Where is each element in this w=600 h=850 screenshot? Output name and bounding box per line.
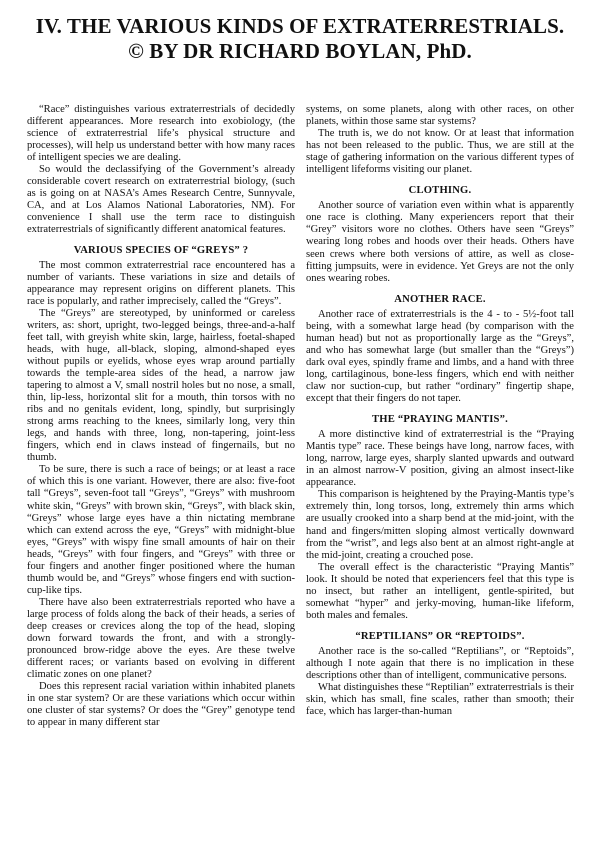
title-line-1: IV. THE VARIOUS KINDS OF EXTRATERRESTRIALS. <box>35 14 565 38</box>
paragraph: There have also been extraterrestrials reported who have a large process of folds along the back of their heads, a series of deep creases or crevices along the top of the head, sloping down forward towards the front, and with a strongly-pronounced brow-ridge above the eyes. Are these twelve different races; or variants based on evolving in different climatic zones on one planet? <box>27 596 295 681</box>
paragraph: The truth is, we do not know. Or at least that information has not been released to the public. Thus, we are still at the stage of gathering information on the various different types of intelligent lifeforms visiting our planet. <box>306 128 574 176</box>
paragraph: Does this represent racial variation within inhabited planets in one star system? Or are these variations which occur within one cluster of star systems? Or does the “Grey” genotype tend to appear in many different star <box>27 681 295 729</box>
paragraph: The “Greys” are stereotyped, by uninformed or careless writers, as: short, upright, two-legged beings, three-and-a-half feet tall, with greyish white skin, large, hairless, foetal-shaped heads, with huge, all-black, sloping, almond-shaped eyes without pupils or eyelids, whose eyes wrap around partially towards the temple-area sides of the head, a narrow jaw tapering to almost a V, small nostril holes but no nose, a small, thin, lip-less, horizontal slit for a mouth, thin torsos with no ribs and no genitals evident, long, spindly, but surprisingly strong arms reaching to the knees, similarly long, very thin legs, and hands with three, long, non-tapering, joint-less fingers, which end in claws instead of fingernails, but no thumb. <box>27 307 295 464</box>
section-heading-reptilians: “REPTILIANS” OR “REPTOIDS”. <box>355 630 525 642</box>
section-heading-another-race: ANOTHER RACE. <box>394 293 486 305</box>
title-line-2: © BY DR RICHARD BOYLAN, PhD. <box>128 39 472 63</box>
paragraph: What distinguishes these “Reptilian” extraterrestrials is their skin, which has small, fine scales, rather than smooth; their face, which has larger-than-human <box>306 682 574 718</box>
section-heading-clothing: CLOTHING. <box>408 185 472 197</box>
right-column <box>306 104 574 718</box>
paragraph: Another race of extraterrestrials is the 4 - to - 5½-foot tall being, with a somewhat large head (by comparison with the human head) but not as proportionally large as the “Greys”, and who has somewhat large (but smaller than the “Greys”) dark oval eyes, spindly frame and limbs, and a hand with three long, cartilaginous, bone-less fingers, which end with neither claw nor suction-cup, but rather “ordinary” fingertip shape, except that their fingers do not taper. <box>306 308 574 405</box>
paragraph: A more distinctive kind of extraterrestrial is the “Praying Mantis type” race. These beings have long, narrow faces, with long, narrow, large eyes, sharply slanted upwards and outward in an almost narrow-V position, giving an almost insect-like appearance. <box>306 429 574 489</box>
section-heading-praying-mantis: THE “PRAYING MANTIS”. <box>372 414 508 426</box>
paragraph: This comparison is heightened by the Praying-Mantis type’s extremely thin, long torsos, long, extremely thin arms which are usually crooked into a sharp bend at the mid-joint, with the hand and fingers/mitten sloping almost vertically downward from the “wrist”, and legs also bent at an almost right-angle at the mid-joint, creating a crouched pose. <box>306 489 574 561</box>
paragraph: The most common extraterrestrial race encountered has a number of variants. These variations in size and details of appearance may represent origins on different planets. This race is popularly, and rather imprecisely, called the “Greys”. <box>27 259 295 307</box>
paragraph: The overall effect is the characteristic “Praying Mantis” look. It should be noted that experiencers feel that this type is no insect, but rather an intelligent, gentle-spirited, but somewhat “hyper” and jerky-moving, human-like lifeform, both males and females. <box>306 561 574 621</box>
paragraph: Another race is the so-called “Reptilians”, or “Reptoids”, although I note again that there is no implication in these descriptions other than of intelligent, communicative persons. <box>306 645 574 682</box>
section-heading-greys: VARIOUS SPECIES OF “GREYS” ? <box>73 244 249 256</box>
paragraph: systems, on some planets, along with other races, on other planets, within those same star systems? <box>306 104 574 128</box>
paragraph: Another source of variation even within what is apparently one race is clothing. Many experiencers report that their “Grey” visitors wore no clothes. Others have seen “Greys” wearing long robes and hoods over their heads. Others have seen crews where both versions of attire, as well as close-fitting jumpsuits, were in evidence. Yet Greys are not the only ones wearing robes. <box>306 200 574 284</box>
paragraph: “Race” distinguishes various extraterrestrials of decidedly different appearances. More research into exobiology, (the science of extraterrestrial life’s physical structure and processes), will help us understand better with how many races of intelligent species we are dealing. <box>27 104 295 164</box>
page-title <box>20 14 580 64</box>
paragraph: So would the declassifying of the Government’s already considerable covert research on extraterrestrial biology, (such as is going on at NASA’s Ames Research Centre, Sunnyvale, CA, and at Los Alamos National Laboratories, NM). For convenience I shall use the term race to distinguish extraterrestrials of significantly different anatomical features. <box>27 164 295 236</box>
paragraph: To be sure, there is such a race of beings; or at least a race of which this is one variant. However, there are also: five-foot tall “Greys”, seven-foot tall “Greys”, “Greys” with mushroom white skin, “Greys” with brown skin, “Greys”, with black skin, “Greys” whose large eyes have a thin nictating membrane which can extend across the eye, “Greys” with midnight-blue eyes, “Greys” with wispy fine small amounts of hair on their heads, “Greys” with four fingers, and “Greys” with three or four fingers and another finger positioned where the human thumb would be, and “Greys” whose fingers end with suction-cup-like tips. <box>27 464 295 596</box>
left-column <box>27 104 295 729</box>
